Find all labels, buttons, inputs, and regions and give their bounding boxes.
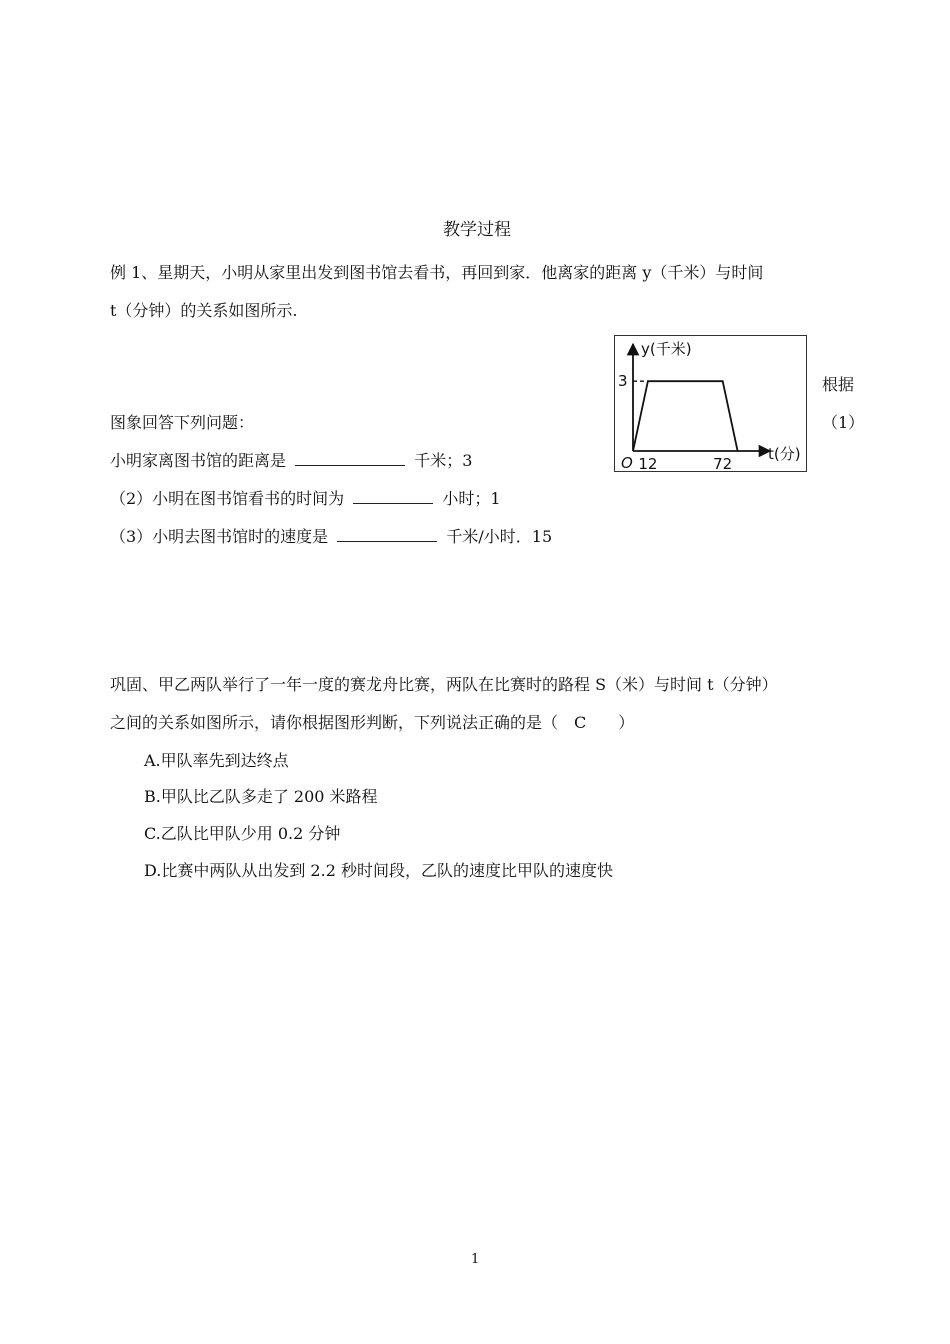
- answer-prompt: 图象回答下列问题：: [110, 413, 255, 432]
- x-tick-label-72: 72: [713, 455, 733, 473]
- example-line-2: t（分钟）的关系如图所示.: [110, 301, 298, 320]
- option-c: C.乙队比甲队少用 0.2 分钟: [144, 824, 341, 843]
- origin-label: O: [621, 454, 633, 472]
- exercise-line-2: 之间的关系如图所示，请你根据图形判断，下列说法正确的是（ C ）: [110, 713, 635, 732]
- question-3: [110, 524, 552, 547]
- side-label-q1: （1）: [822, 413, 865, 432]
- page-number: 1: [471, 1252, 480, 1267]
- option-b: B.甲队比乙队多走了 200 米路程: [144, 787, 378, 806]
- question-1-text: 小明家离图书馆的距离是: [110, 451, 287, 470]
- y-axis-label: y(千米): [641, 340, 692, 358]
- y-tick-label-3: 3: [618, 372, 628, 391]
- question-1: [110, 448, 472, 471]
- graph-svg: [615, 336, 808, 473]
- distance-time-graph: [614, 335, 807, 472]
- question-3-unit: 千米/小时．15: [446, 527, 553, 546]
- question-2-text: （2）小明在图书馆看书的时间为: [110, 489, 345, 508]
- answer-blank-3[interactable]: [337, 527, 437, 542]
- answer-blank-2[interactable]: [353, 489, 433, 504]
- question-2-unit: 小时；1: [442, 489, 501, 508]
- option-d: D.比赛中两队从出发到 2.2 秒时间段，乙队的速度比甲队的速度快: [144, 861, 613, 880]
- question-3-text: （3）小明去图书馆时的速度是: [110, 527, 329, 546]
- x-tick-label-12: 12: [638, 455, 658, 473]
- answer-blank-1[interactable]: [295, 451, 405, 466]
- x-axis-label: t(分): [768, 445, 801, 463]
- example-line-1: 例 1、星期天，小明从家里出发到图书馆去看书，再回到家．他离家的距离 y（千米）与时间: [110, 263, 764, 282]
- question-2: [110, 486, 501, 509]
- series-line: [633, 381, 738, 451]
- side-label-gen-ju: 根据: [822, 375, 855, 394]
- page-title: 教学过程: [443, 220, 511, 240]
- exercise-line-1: 巩固、甲乙两队举行了一年一度的赛龙舟比赛，两队在比赛时的路程 S（米）与时间 t（分钟）: [110, 675, 778, 694]
- question-1-unit: 千米；3: [414, 451, 473, 470]
- option-a: A.甲队率先到达终点: [144, 751, 289, 770]
